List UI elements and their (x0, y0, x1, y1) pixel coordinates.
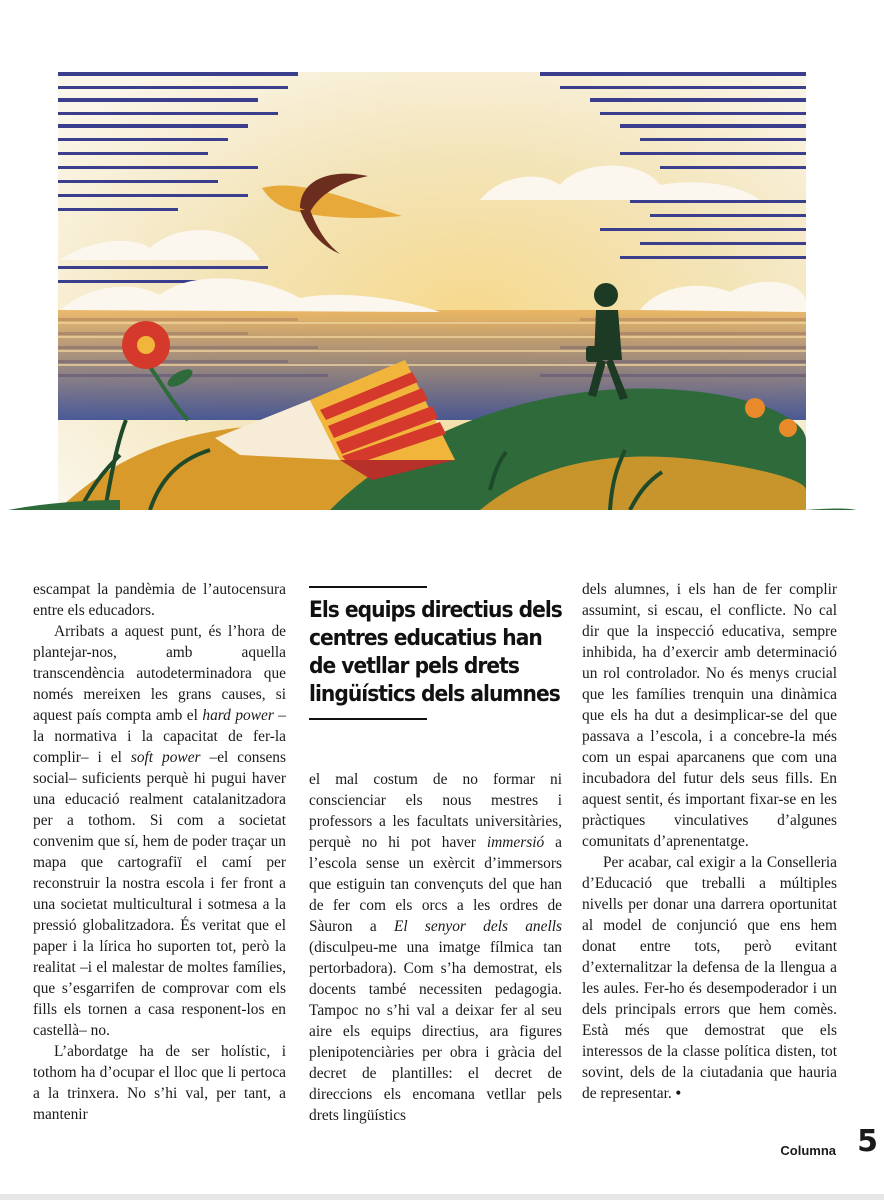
pull-quote (309, 586, 562, 720)
paragraph: Arribats a aquest punt, és l’hora de plantejar-nos, amb aquella transcendència autodeterminadora que només mereixen les grans causes, si aquest país compta amb el hard power –la normativa i la capacitat de fer-la complir– i el soft power –el consens social– suficients perquè hi pugui haver una educació realment catalanitzadora per a tothom. Si com a societat convenim que sí, hem de poder traçar un mapa que cartografiï el camí per reconstruir la nostra escola i fer front a una societat multicultural i sotmesa a la pressió globalitzadora. És veritat que el paper i la lírica ho suporten tot, però la realitat –i el malestar de moltes famílies, que s’esgarrifen de comprovar com els fills els tornen a casa responent-los en castellà– no. (33, 623, 286, 1039)
paragraph: escampat la pandèmia de l’autocensura entre els educadors. (33, 581, 286, 619)
pull-quote-bottom-rule (309, 718, 427, 720)
paragraph: L’abordatge ha de ser holístic, i tothom ha d’ocupar el lloc que li pertoca a la trinxera. No s’hi val, per tant, a mantenir (33, 1043, 286, 1123)
paragraph: dels alumnes, i els han de fer complir assumint, si escau, el conflicte. No cal dir que la inspecció educativa, sempre inhibida, ha d’exercir amb determinació un rol controlador. No és menys crucial que les famílies trenquin una dinàmica que els ha dut a desimplicar-se del que passava a l’escola, i a concebre-la més com un espai aparcanens que com una incubadora del futur dels seus fills. En aquest sentit, és important fixar-se en les pràctiques vinculatives d’algunes comunitats d’aprenentatge. (582, 581, 837, 850)
paragraph: el mal costum de no formar ni conscienciar els nous mestres i professors a les facultats universitàries, perquè no hi pot haver immersió a l’escola sense un exèrcit d’immersors que estiguin tan convençuts del que han de fer com els orcs a les ordres de Sàuron a El senyor dels anells (disculpeu-me una imatge fílmica tan pertorbadora). Com s’ha demostrat, els docents també necessiten pedagogia. Tampoc no s’hi val a deixar fer al seu aire els equips directius, ara figures plenipotenciàries per obra i gràcia del decret de plantilles: el decret de direccions els encomana vetllar pels drets lingüístics (309, 771, 562, 1124)
page-edge (0, 1194, 884, 1200)
end-mark: • (675, 1085, 681, 1102)
paragraph: Per acabar, cal exigir a la Conselleria d’Educació que treballi a múltiples nivells per donar una darrera oportunitat al model de conjunció que ens hem donat entre tots, però evitant d’externalitzar la defensa de la llengua a les aules. Fer-ho és desempoderador i un dels principals errors que hem comès. Està més que demostrat que els interessos de la classe política disten, tot sovint, dels de la ciutadania que hauria de representar. • (582, 854, 837, 1102)
article-column-2 (309, 769, 562, 1126)
article-column-1 (33, 579, 286, 1125)
pull-quote-text: Els equips directius dels centres educatius han de vetllar pels drets lingüístics dels alumnes (309, 597, 562, 707)
article-column-3 (582, 579, 837, 1104)
pull-quote-top-rule (309, 586, 427, 588)
page-number: 5 (857, 1124, 878, 1159)
landscape-illustration (0, 60, 884, 520)
section-label: Columna (780, 1143, 836, 1158)
